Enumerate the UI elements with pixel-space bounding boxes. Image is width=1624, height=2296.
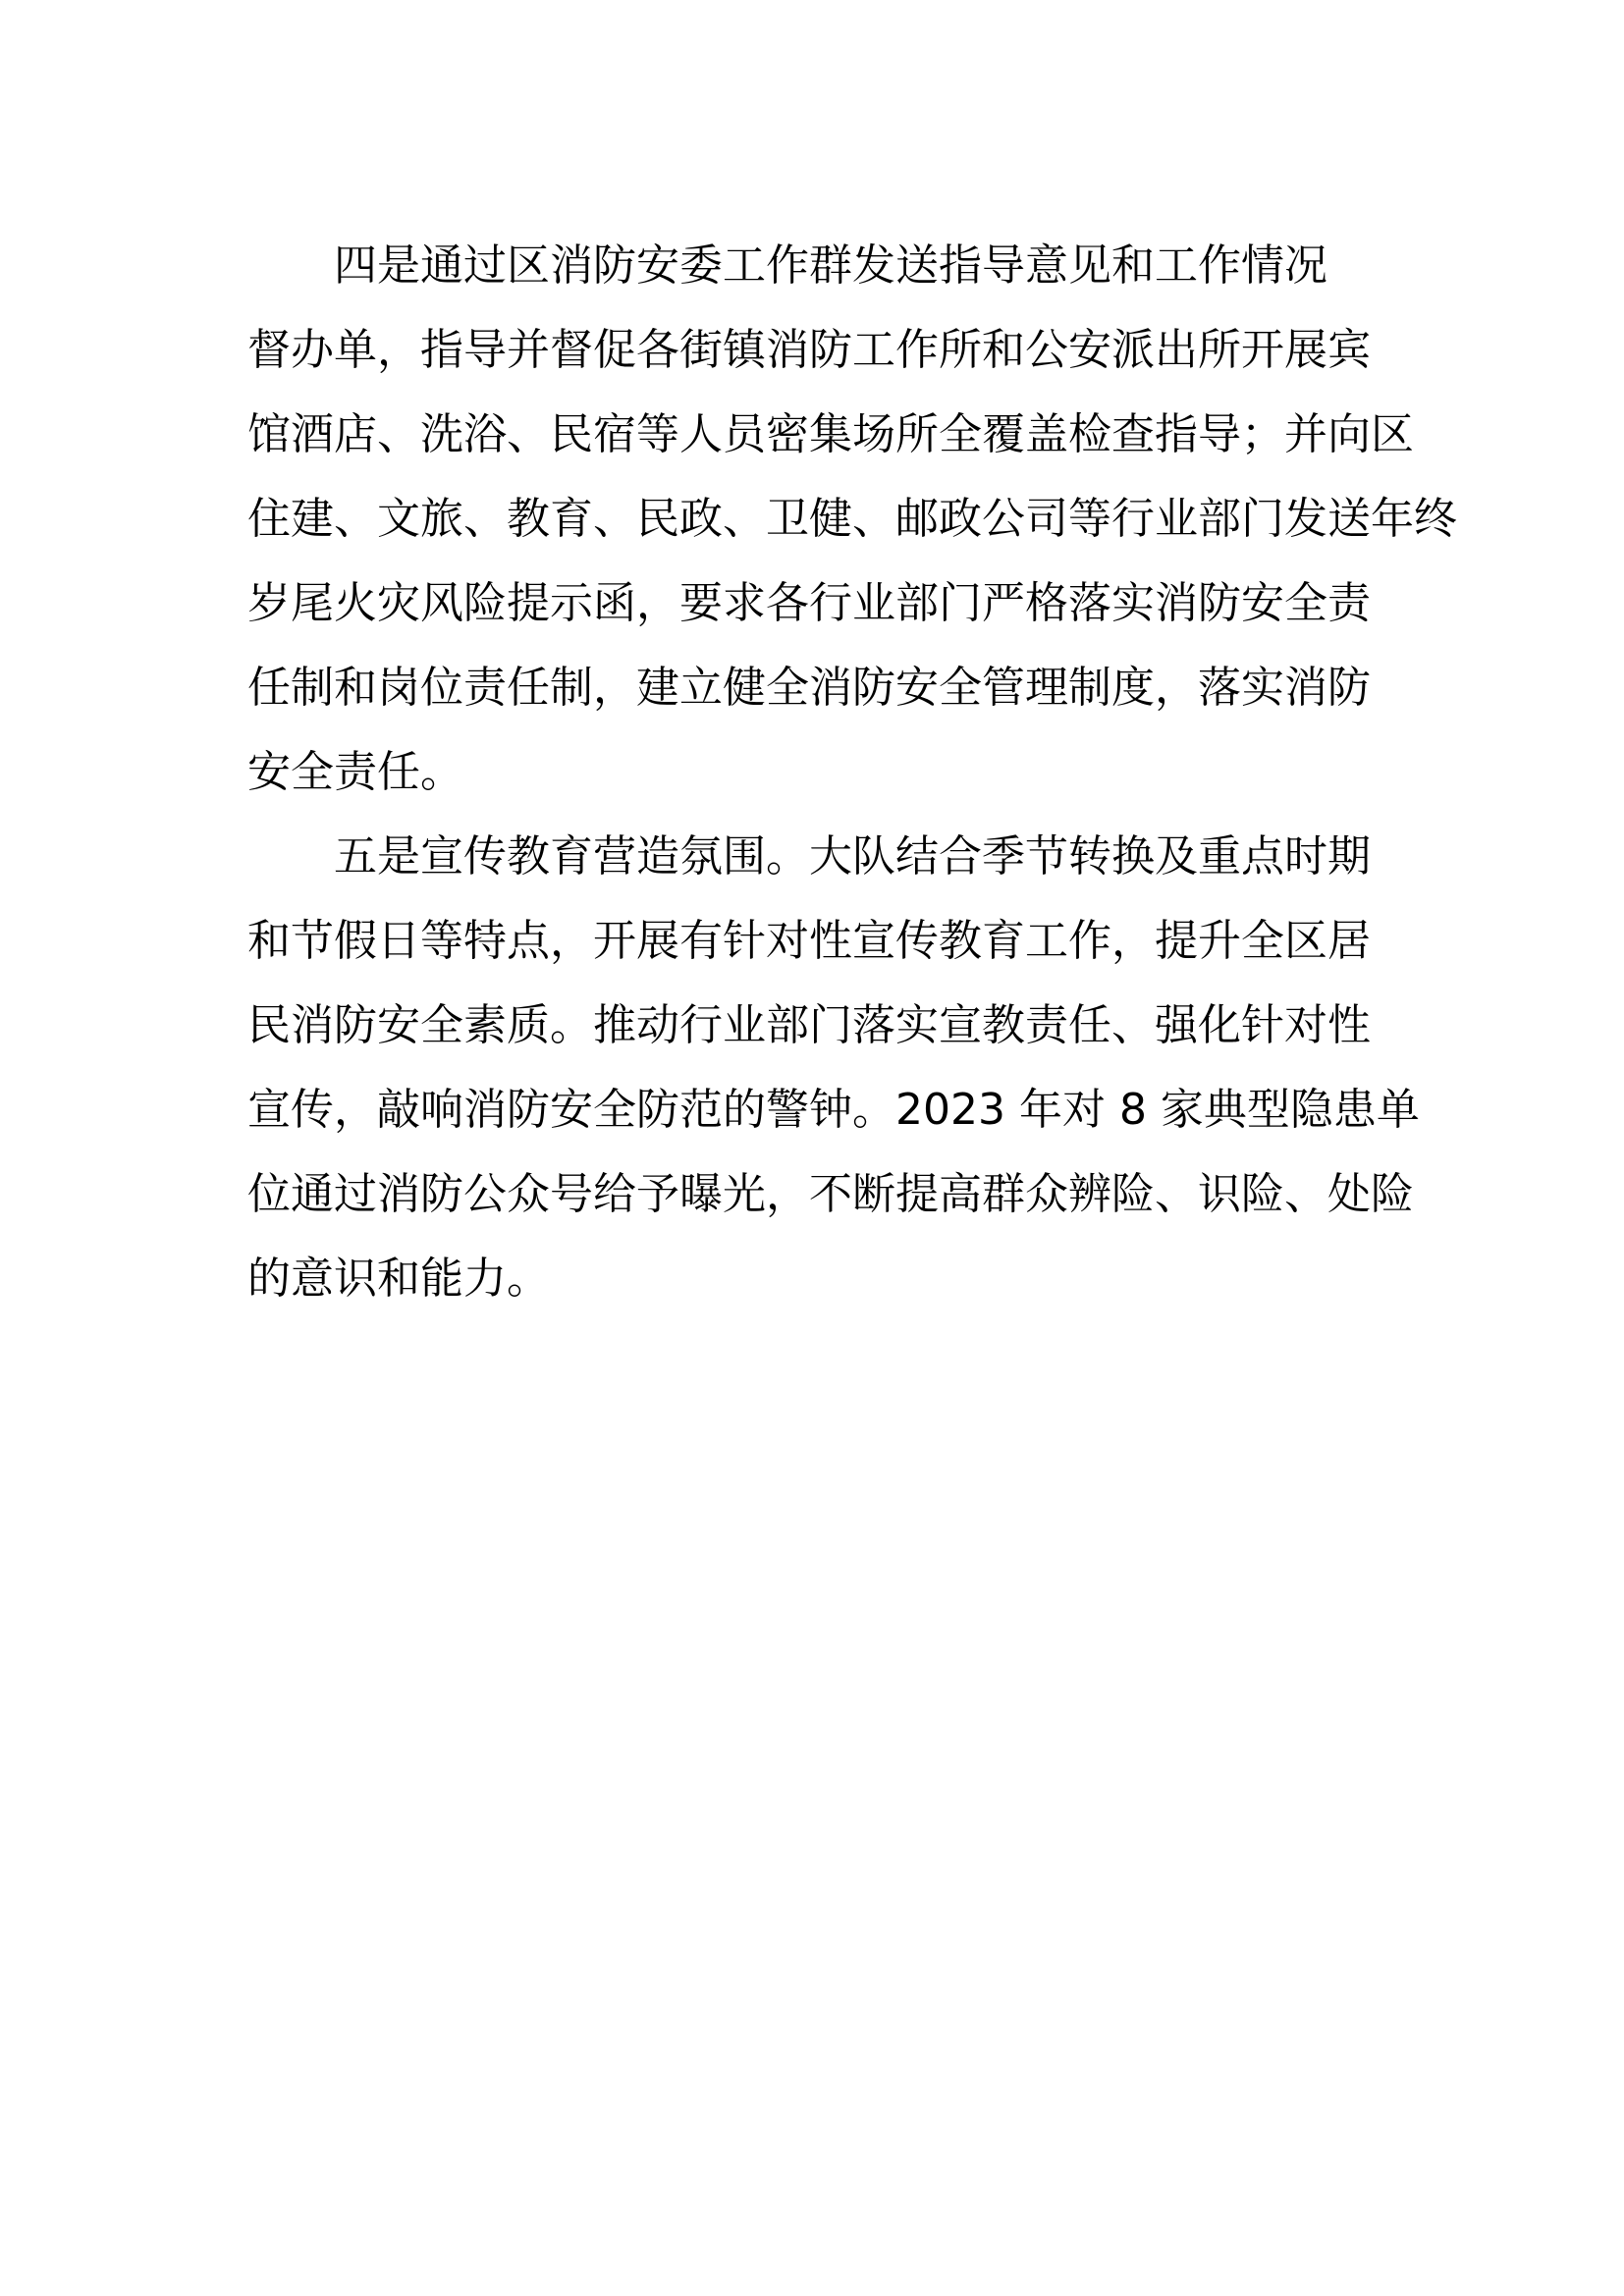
paragraph-line: 馆酒店、洗浴、民宿等人员密集场所全覆盖检查指导；并向区: [247, 409, 1414, 459]
document-body: [247, 224, 1457, 1321]
paragraph-line: 宣传，敲响消防安全防范的警钟。2023 年对 8 家典型隐患单: [247, 1085, 1420, 1135]
paragraph-publicity-education: [247, 815, 1420, 1321]
paragraph-line: 民消防安全素质。推动行业部门落实宣教责任、强化针对性: [247, 1000, 1371, 1050]
paragraph-line: 四是通过区消防安委工作群发送指导意见和工作情况: [334, 240, 1327, 291]
paragraph-line: 住建、文旅、教育、民政、卫健、邮政公司等行业部门发送年终: [247, 494, 1457, 544]
paragraph-line: 岁尾火灾风险提示函，要求各行业部门严格落实消防安全责: [247, 578, 1371, 628]
paragraph-line: 安全责任。: [247, 747, 463, 797]
paragraph-inspection-guidance: [247, 224, 1457, 815]
paragraph-line: 的意识和能力。: [247, 1254, 550, 1304]
paragraph-line: 五是宣传教育营造氛围。大队结合季节转换及重点时期: [334, 831, 1371, 881]
paragraph-line: 位通过消防公众号给予曝光，不断提高群众辨险、识险、处险: [247, 1169, 1414, 1219]
paragraph-line: 督办单，指导并督促各街镇消防工作所和公安派出所开展宾: [247, 325, 1371, 375]
paragraph-line: 任制和岗位责任制，建立健全消防安全管理制度，落实消防: [247, 663, 1371, 713]
paragraph-line: 和节假日等特点，开展有针对性宣传教育工作，提升全区居: [247, 916, 1371, 966]
